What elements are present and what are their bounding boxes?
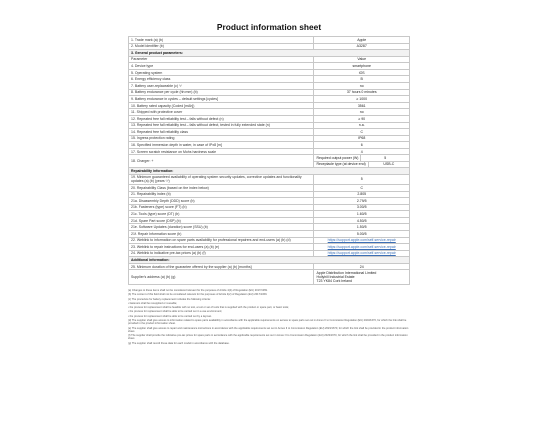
row-value: Apple [314, 37, 410, 44]
row-value [314, 244, 410, 251]
row-label: 19. Minimum guaranteed availability of operating system security updates, corrective updates and functionality updates (a) (b) (years ⁽²⁾) [129, 174, 314, 184]
section-header [129, 167, 410, 174]
row-label: 20. Repairability Class (based on the index below) [129, 184, 314, 191]
footnote: (a) Changes to these items shall not be considered relevant for the purposes of Article 4(4) of Regulation (EU) 2017/1369. [128, 288, 268, 292]
row-value: 5 [314, 174, 410, 184]
weblink[interactable]: https://support.apple.com/self-service-repair [327, 238, 396, 243]
row-value: 6 [314, 142, 410, 149]
charger-sub-value: 5 [384, 156, 387, 160]
row-value: iOS [314, 69, 410, 76]
row-value: 4.50/5 [314, 217, 410, 224]
footnote: (c) The procedure for battery replacement includes the following criteria: [128, 297, 211, 301]
sheet-title: Product information sheet [216, 22, 322, 32]
table-row [129, 174, 410, 184]
row-label: 2. Model identifier (b) [129, 43, 314, 50]
supplier-address-line: Hollyhill Industrial Estate [316, 275, 355, 280]
row-label: 21f. Repair Information score (b) [129, 230, 314, 237]
row-label: 7. Battery user-replaceable (c) ⁽¹⁾ [129, 83, 314, 90]
row-value: C [314, 184, 410, 191]
footnote: • the process for replacement shall be feasible with no tool, a tool or set of tools that is supplied with the product or spare part, or basic tools; [128, 306, 289, 310]
row-value: IP68 [314, 135, 410, 142]
row-label: 17. Screen scratch resistance on Mohs hardness scale [129, 148, 314, 155]
table-row [129, 135, 410, 142]
row-label: 12. Repeated free fall reliability test – falls without defect (n) [129, 115, 314, 122]
row-value: 2.79/5 [314, 198, 410, 205]
footnote: (b) The content of this field shall not be considered relevant for the purposes of Article 4(2) of Regulation (EU) 2017/1369. [128, 293, 268, 297]
row-label: 21c. Tools (type) score (DT) (b) [129, 211, 314, 218]
supplier-address [314, 270, 410, 284]
section-header [129, 257, 410, 264]
table-row [129, 109, 410, 116]
table-row [129, 102, 410, 109]
row-value: 2.805 [314, 191, 410, 198]
row-label: 13. Repeated free fall reliability test – falls without defect, tested in fully extended state (n) [129, 122, 314, 129]
row-label: 24. Weblink to indicative pre-tax prices (a) (b) (f) [129, 250, 314, 257]
row-value: ≥ 1000 [314, 96, 410, 103]
table-row [129, 230, 410, 237]
table-row [129, 83, 410, 90]
row-label: 25. Minimum duration of the guarantee offered by the supplier (a) (b) [months] [129, 263, 314, 270]
footnote: • the process for replacement shall be able to be carried out by a layman. [128, 314, 212, 318]
supplier-row [129, 270, 410, 284]
row-value: smartphone [314, 63, 410, 70]
row-label: 21. Repairability index (b) [129, 191, 314, 198]
row-value: n.a. [314, 122, 410, 129]
row-label: 10. Battery rated capacity (Coded [mAh]) [129, 102, 314, 109]
table-row [129, 43, 410, 50]
row-value: Value [314, 56, 410, 63]
row-label: Parameter [129, 56, 314, 63]
table-row [129, 89, 410, 96]
charger-row [129, 155, 410, 161]
supplier-address-line: T23 YK84 Cork Ireland [316, 279, 352, 284]
table-row [129, 96, 410, 103]
footnote: (d) The supplier shall give access to information related to spare parts availability in accordance with the applicable requirements on access to spare parts set out in Annex II to Commission Regulation (EU) 2023/1670, for which the link shall be provided in the product information sheet. [128, 318, 407, 326]
row-value [314, 250, 410, 257]
table-row [129, 148, 410, 155]
table-row [129, 224, 410, 231]
row-label: 8. Battery endurance per cycle (hh:mm) (b) [129, 89, 314, 96]
row-value: 24 [314, 263, 410, 270]
row-value: 4 [314, 148, 410, 155]
table-row [129, 198, 410, 205]
table-row [129, 115, 410, 122]
supplier-address-line: Apple Distribution International Limited [316, 271, 377, 276]
row-label: 14. Repeated free fall reliability class [129, 129, 314, 136]
row-label: 15. Ingress protection rating [129, 135, 314, 142]
table-row [129, 69, 410, 76]
row-label: 16. Specified immersion depth in water, in case of IPx8 [m] [129, 142, 314, 149]
table-row [129, 142, 410, 149]
row-value: 5.00/5 [314, 230, 410, 237]
section-title: 3. General product parameters: [129, 50, 410, 57]
row-label: 1. Trade mark (a) (b) [129, 37, 314, 44]
table-row [129, 76, 410, 83]
table-row [129, 204, 410, 211]
row-label: 5. Operating system [129, 69, 314, 76]
section-title: Repairability information: [129, 167, 410, 174]
row-label: 4. Device type [129, 63, 314, 70]
footnote: • the process for replacement shall be able to be carried out in a use environment; [128, 310, 223, 314]
product-info-table [128, 36, 410, 285]
charger-sub-label: Required output power (W) [314, 155, 361, 160]
row-value: 3561 [314, 102, 410, 109]
table-row [129, 184, 410, 191]
footnote: (e) The supplier shall give access to repair and maintenance instructions in accordance with the applicable requirements set out in Annex II to Commission Regulation (EU) 2023/1670, for which the link shall be provided in the product information sheet. [128, 326, 409, 333]
charger-sub-label: Receptacle type (at device end) [314, 162, 368, 167]
table-row [129, 263, 410, 270]
row-value: ≥ 90 [314, 115, 410, 122]
charger-sub-value: USB-C [383, 162, 395, 167]
row-value [314, 237, 410, 244]
row-value: C [314, 129, 410, 136]
row-value: B [314, 76, 410, 83]
row-label: 6. Energy efficiency class [129, 76, 314, 83]
table-row [129, 122, 410, 129]
weblink[interactable]: https://support.apple.com/self-service-repair [327, 251, 396, 256]
supplier-label: Supplier's address (a) (b) (g) [129, 270, 314, 284]
row-value: 1.50/5 [314, 224, 410, 231]
row-label: 11. Shipped with protective cover [129, 109, 314, 116]
row-value: 3.00/5 [314, 204, 410, 211]
product-information-sheet [128, 22, 410, 414]
row-label: 21e. Software Updates (duration) score (SSU) (b) [129, 224, 314, 231]
row-value: no [314, 109, 410, 116]
charger-label: 18. Charger: + [129, 155, 314, 168]
table-row [129, 191, 410, 198]
row-value: 37 hours 0 minutes [314, 89, 410, 96]
table-row [129, 250, 410, 257]
footnote: (f) The supplier shall provide the indicative pre-tax prices for spare parts in accordance with the applicable requirements set out in Annex II to Commission Regulation (EU) 2023/1670, for which the link shall be provided in the product information sheet. [128, 334, 408, 341]
row-value: A3287 [314, 43, 410, 50]
section-title: Additional information: [129, 257, 410, 264]
footnotes [128, 289, 410, 345]
table-row [129, 129, 410, 136]
charger-sub-cell [314, 155, 410, 161]
row-label: 21d. Spare Part score (DSP) (b) [129, 217, 314, 224]
table-row [129, 237, 410, 244]
table-row [129, 56, 410, 63]
charger-sub-cell [314, 161, 410, 167]
footnote: • fasteners shall be resupplied or reusable; [128, 301, 178, 305]
table-row [129, 37, 410, 44]
table-row [129, 244, 410, 251]
row-label: 23. Weblink to repair instructions for end-users (a) (b) (e) [129, 244, 314, 251]
weblink[interactable]: https://support.apple.com/self-service-repair [327, 244, 396, 249]
row-label: 22. Weblink to information on spare parts availability for professional repairers and end-users (a) (b) (d) [129, 237, 314, 244]
table-row [129, 217, 410, 224]
footnote: (g) The supplier shall record these data for each model in accordance with the database. [128, 341, 230, 345]
row-value: no [314, 83, 410, 90]
table-row [129, 211, 410, 218]
row-label: 21a. Disassembly Depth (DDD) score (b) [129, 198, 314, 205]
section-header [129, 50, 410, 57]
row-label: 21b. Fasteners (type) score (FT) (b) [129, 204, 314, 211]
row-value: 1.60/5 [314, 211, 410, 218]
row-label: 9. Battery endurance in cycles – default settings [cycles] [129, 96, 314, 103]
table-row [129, 63, 410, 70]
